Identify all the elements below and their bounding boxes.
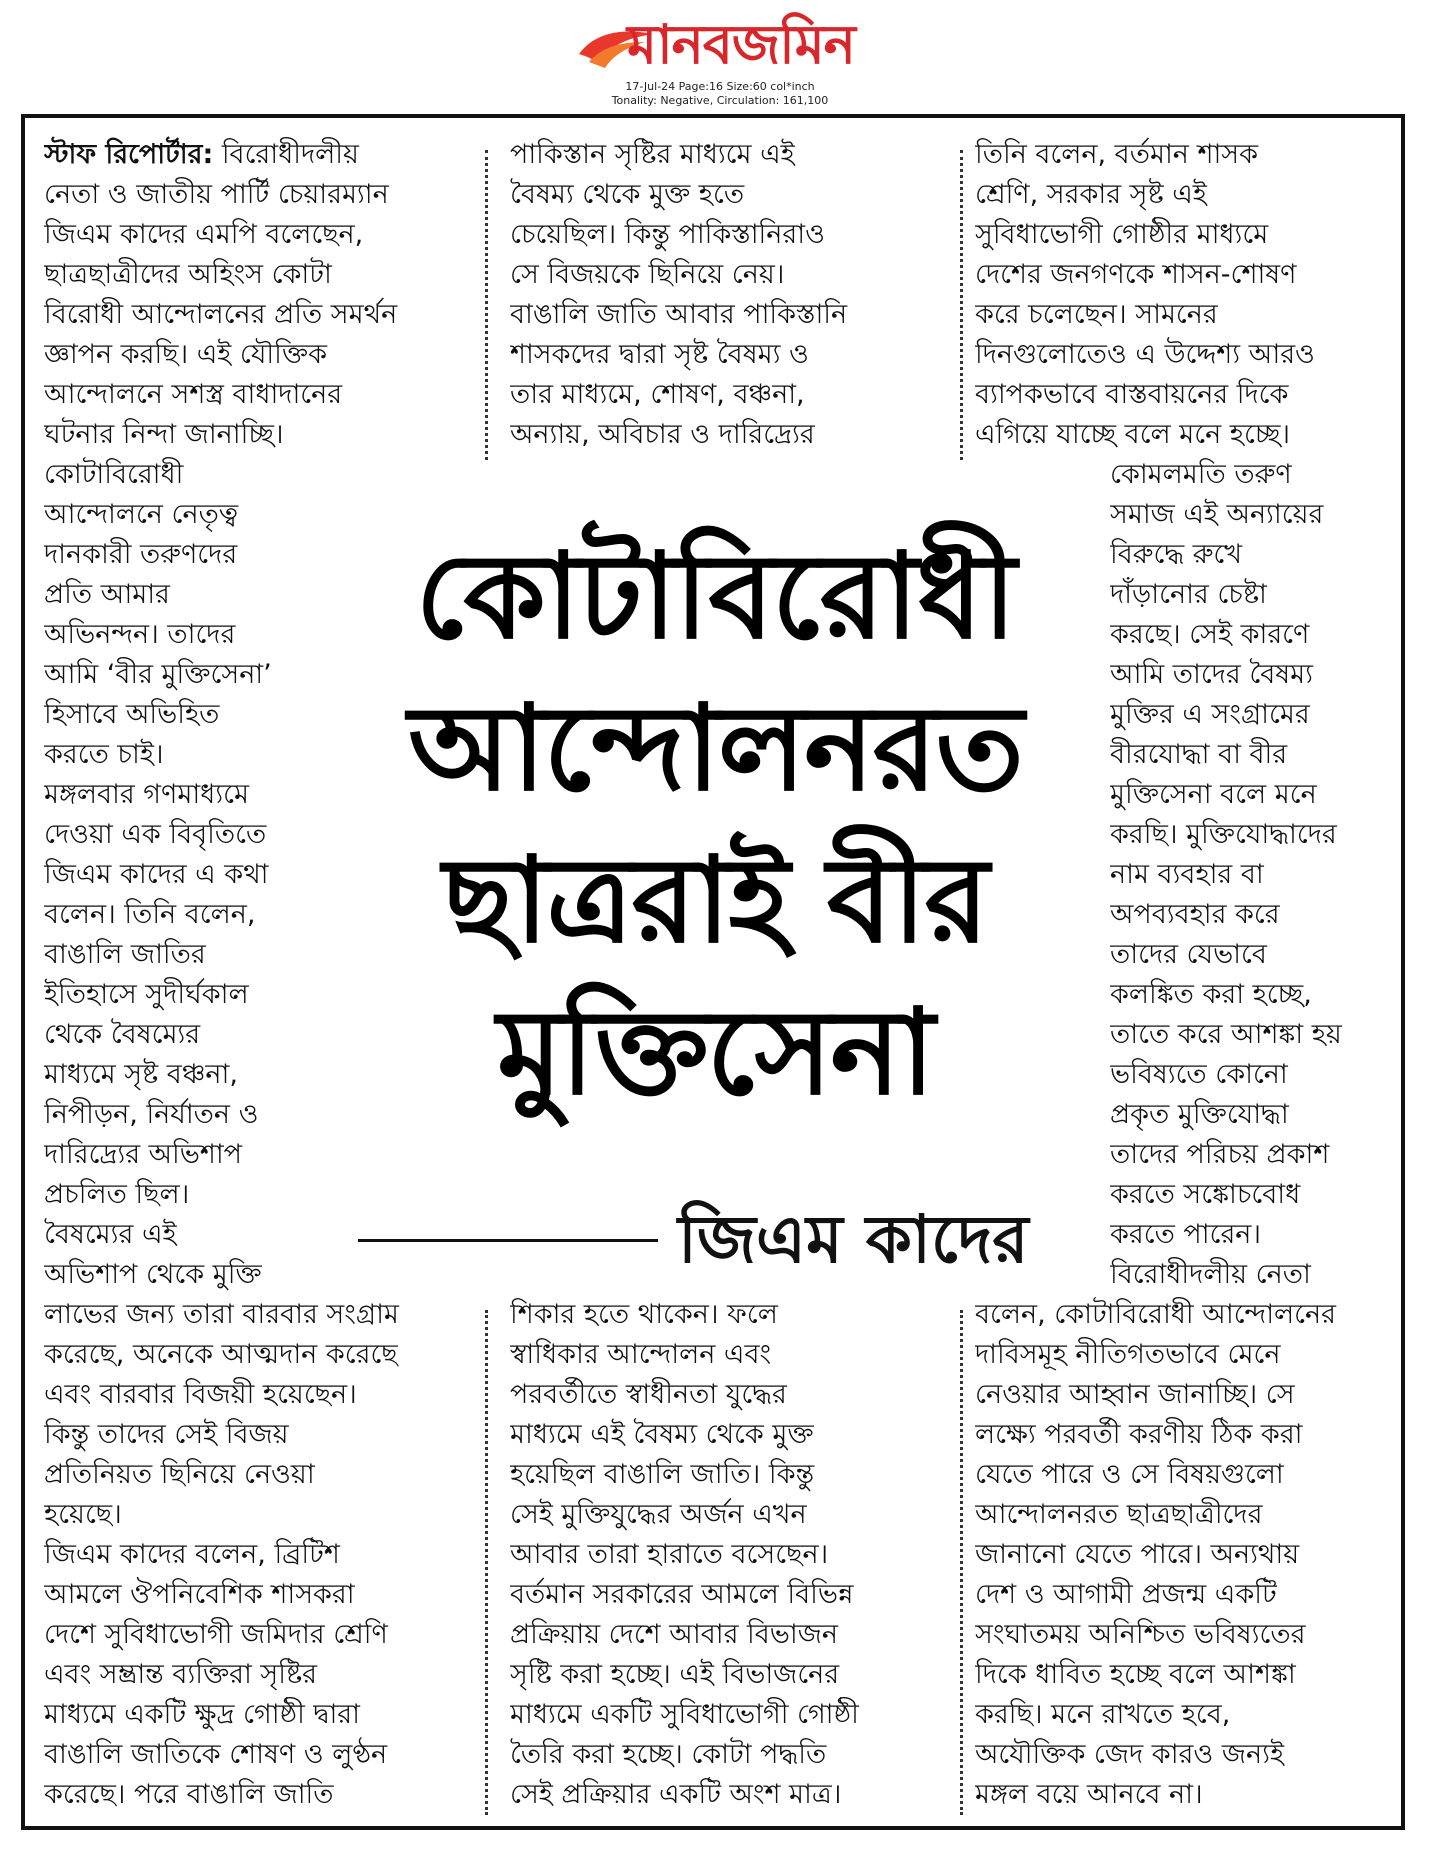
article-line: মঙ্গল বয়ে আনবে না। (975, 1779, 1203, 1810)
column-top-right (975, 135, 1395, 455)
article-line: মুক্তির এ সংগ্রামের (1110, 699, 1310, 730)
article-line: ভবিষ্যতে কোনো (1110, 1059, 1288, 1090)
article-line: ছাত্রছাত্রীদের অহিংস কোটা (44, 259, 332, 290)
article-line: আমি তাদের বৈষম্য (1110, 659, 1314, 690)
headline-line: কোটাবিরোধী (415, 527, 1015, 665)
article-line: মাধ্যমে একটি ক্ষুদ্র গোষ্ঠী দ্বারা (44, 1699, 360, 1730)
article-line: দেওয়া এক বিবৃতিতে (44, 819, 267, 850)
article-line: দাবিসমূহ নীতিগতভাবে মেনে (975, 1339, 1281, 1370)
clipping-meta (560, 80, 880, 108)
article-line: অন্যায়, অবিচার ও দারিদ্র্যের (510, 419, 815, 450)
article-line: আন্দোলনে নেতৃত্ব (44, 499, 239, 530)
byline-block (358, 1195, 1078, 1285)
article-line: ইতিহাসে সুদীর্ঘকাল (44, 979, 249, 1010)
article-line: বীরযোদ্ধা বা বীর (1110, 739, 1288, 770)
article-line: এবং বারবার বিজয়ী হয়েছেন। (44, 1379, 357, 1410)
article-line: তাদের যেভাবে (1110, 939, 1267, 970)
article-line: কিন্তু তাদের সেই বিজয় (44, 1419, 289, 1450)
article-line: বিরুদ্ধে রুখে (1110, 539, 1242, 570)
headline-line: মুক্তিসেনা (497, 983, 933, 1121)
column-bottom-left (44, 1295, 474, 1815)
article-line: তৈরি করা হচ্ছে। কোটা পদ্ধতি (510, 1739, 827, 1770)
article-line: পরবর্তীতে স্বাধীনতা যুদ্ধের (510, 1379, 787, 1410)
article-line: বাঙালি জাতির (44, 939, 206, 970)
article-line: বলেন। তিনি বলেন, (44, 899, 256, 930)
article-line: তাতে করে আশঙ্কা হয় (1110, 1019, 1342, 1050)
article-line: দেশ ও আগামী প্রজন্ম একটি (975, 1579, 1277, 1610)
article-line: অযৌক্তিক জেদ কারও জন্যই (975, 1739, 1284, 1770)
article-line: জানানো যেতে পারে। অন্যথায় (975, 1539, 1300, 1570)
article-line: হিসাবে অভিহিত (44, 699, 220, 730)
article-line: পাকিস্তান সৃষ্টির মাধ্যমে এই (510, 139, 795, 170)
article-line: প্রচলিত ছিল। (44, 1179, 190, 1210)
article-line: জ্ঞাপন করছি। এই যৌক্তিক (44, 339, 328, 370)
headline-line: আন্দোলনরত (408, 679, 1022, 817)
article-line: হয়েছিল বাঙালি জাতি। কিন্তু (510, 1459, 815, 1490)
article-line: প্রকৃত মুক্তিযোদ্ধা (1110, 1099, 1289, 1130)
article-line: জিএম কাদের বলেন, ব্রিটিশ (44, 1539, 340, 1570)
article-line: কলঙ্কিত করা হচ্ছে, (1110, 979, 1312, 1010)
article-line: যেতে পারে ও সে বিষয়গুলো (975, 1459, 1284, 1490)
article-line: থেকে বৈষম্যের (44, 1019, 201, 1050)
article-line: বাঙালি জাতিকে শোষণ ও লুণ্ঠন (44, 1739, 388, 1770)
article-line: শাসকদের দ্বারা সৃষ্ট বৈষম্য ও (510, 339, 809, 370)
article-line: আবার তারা হারাতে বসেছেন। (510, 1539, 829, 1570)
article-line: নেওয়ার আহ্বান জানাচ্ছি। সে (975, 1379, 1295, 1410)
article-line: জিএম কাদের এমপি বলেছেন, (44, 219, 364, 250)
article-line: আমলে ঔপনিবেশিক শাসকরা (44, 1579, 355, 1610)
article-line: দেশে সুবিধাভোগী জমিদার শ্রেণি (44, 1619, 388, 1650)
article-line: দেশের জনগণকে শাসন-শোষণ (975, 259, 1297, 290)
byline: জিএম কাদের (678, 1201, 1029, 1278)
byline-rule (358, 1239, 658, 1242)
article-line: আন্দোলনরত ছাত্রছাত্রীদের (975, 1499, 1263, 1530)
article-line: অপব্যবহার করে (1110, 899, 1280, 930)
article-line: ঘটনার নিন্দা জানাচ্ছি। (44, 419, 284, 450)
article-line: বলেন, কোটাবিরোধী আন্দোলনের (975, 1299, 1336, 1330)
meta-line-date-page: 17-Jul-24 Page:16 Size:60 col*inch (625, 80, 815, 93)
article-line: করে চলেছেন। সামনের (975, 299, 1218, 330)
article-line: বৈষম্যের এই (44, 1219, 177, 1250)
article-line: চেয়েছিল। কিন্তু পাকিস্তানিরাও (510, 219, 825, 250)
headline (340, 520, 1090, 1128)
article-line: সমাজ এই অন্যায়ের (1110, 499, 1324, 530)
article-line: মঙ্গলবার গণমাধ্যমে (44, 779, 249, 810)
article-line: অভিনন্দন। তাদের (44, 619, 236, 650)
article-line: অভিশাপ থেকে মুক্তি (44, 1259, 262, 1290)
meta-line-tonality: Tonality: Negative, Circulation: 161,100 (611, 94, 829, 107)
article-line: মাধ্যমে সৃষ্ট বঞ্চনা, (44, 1059, 238, 1090)
article-line: কোটাবিরোধী (44, 459, 184, 490)
article-line: সংঘাতময় অনিশ্চিত ভবিষ্যতের (975, 1619, 1306, 1650)
article-line: হয়েছে। (44, 1499, 122, 1530)
article-line: শ্রেণি, সরকার সৃষ্ট এই (975, 179, 1207, 210)
article-line: কোমলমতি তরুণ (1110, 459, 1292, 490)
headline-line: ছাত্ররাই বীর (442, 831, 988, 969)
article-line: ব্যাপকভাবে বাস্তবায়নের দিকে (975, 379, 1289, 410)
article-line: করছি। মনে রাখতে হবে, (975, 1699, 1231, 1730)
article-line: দিকে ধাবিত হচ্ছে বলে আশঙ্কা (975, 1659, 1296, 1690)
article-line: তিনি বলেন, বর্তমান শাসক (975, 139, 1259, 170)
article-line: মুক্তিসেনা বলে মনে (1110, 779, 1317, 810)
article-line: শিকার হতে থাকেন। ফলে (510, 1299, 778, 1330)
article-line: দারিদ্র্যের অভিশাপ (44, 1139, 243, 1170)
article-line: সে বিজয়কে ছিনিয়ে নেয়। (510, 259, 785, 290)
article-line: নিপীড়ন, নির্যাতন ও (44, 1099, 259, 1130)
article-line: দাঁড়ানোর চেষ্টা (1110, 579, 1267, 610)
article-line: প্রক্রিয়ায় দেশে আবার বিভাজন (510, 1619, 838, 1650)
column-divider (960, 1310, 963, 1815)
article-line: সেই প্রক্রিয়ার একটি অংশ মাত্র। (510, 1779, 842, 1810)
article-line: বাঙালি জাতি আবার পাকিস্তানি (510, 299, 848, 330)
column-top-left (44, 135, 464, 455)
article-line: করতে সঙ্কোচবোধ (1110, 1179, 1301, 1210)
article-line: করছি। মুক্তিযোদ্ধাদের (1110, 819, 1337, 850)
article-line: করতে চাই। (44, 739, 164, 770)
masthead (0, 0, 1429, 112)
column-divider (485, 150, 488, 460)
column-bottom-right (975, 1295, 1395, 1815)
article-line: করতে পারেন। (1110, 1219, 1262, 1250)
column-divider (485, 1310, 488, 1815)
article-line: জিএম কাদের এ কথা (44, 859, 269, 890)
column-side-right (1110, 455, 1400, 1295)
column-divider (960, 150, 963, 460)
logo-text: মানবজমিন (627, 12, 855, 76)
article-line: সৃষ্টি করা হচ্ছে। এই বিভাজনের (510, 1659, 840, 1690)
newspaper-logo (575, 10, 865, 78)
column-top-middle (510, 135, 930, 455)
article-line: করছে। সেই কারণে (1110, 619, 1310, 650)
article-line: করেছে, অনেকে আত্মদান করেছে (44, 1339, 398, 1370)
article-line: বর্তমান সরকারের আমলে বিভিন্ন (510, 1579, 854, 1610)
column-bottom-middle (510, 1295, 940, 1815)
article-line: নাম ব্যবহার বা (1110, 859, 1264, 890)
article-line: নেতা ও জাতীয় পার্টি চেয়ারম্যান (44, 179, 389, 210)
article-line: প্রতিনিয়ত ছিনিয়ে নেওয়া (44, 1459, 315, 1490)
article-line (44, 135, 464, 175)
article-line: মাধ্যমে এই বৈষম্য থেকে মুক্ত (510, 1419, 814, 1450)
article-line: বিরোধীদলীয় নেতা (1110, 1259, 1311, 1290)
article-line: স্বাধিকার আন্দোলন এবং (510, 1339, 772, 1370)
article-line: মাধ্যমে একটি সুবিধাভোগী গোষ্ঠী (510, 1699, 859, 1730)
article-line: লাভের জন্য তারা বারবার সংগ্রাম (44, 1299, 399, 1330)
reporter-label: স্টাফ রিপোর্টার: (44, 139, 214, 170)
article-line: তাদের পরিচয় প্রকাশ (1110, 1139, 1330, 1170)
article-line: দানকারী তরুণদের (44, 539, 238, 570)
article-line: করেছে। পরে বাঙালি জাতি (44, 1779, 334, 1810)
article-line: বৈষম্য থেকে মুক্ত হতে (510, 179, 745, 210)
column-side-left (44, 455, 344, 1295)
article-line: দিনগুলোতেও এ উদ্দেশ্য আরও (975, 339, 1315, 370)
article-line-text: বিরোধীদলীয় (213, 139, 359, 170)
article-line: প্রতি আমার (44, 579, 170, 610)
article-line: সুবিধাভোগী গোষ্ঠীর মাধ্যমে (975, 219, 1269, 250)
article-line: এবং সম্ভ্রান্ত ব্যক্তিরা সৃষ্টির (44, 1659, 318, 1690)
article-line: তার মাধ্যমে, শোষণ, বঞ্চনা, (510, 379, 805, 410)
article-line: আন্দোলনে সশস্ত্র বাধাদানের (44, 379, 343, 410)
article-line: আমি ‘বীর মুক্তিসেনা’ (44, 659, 272, 690)
article-line: লক্ষ্যে পরবর্তী করণীয় ঠিক করা (975, 1419, 1303, 1450)
article-line: এগিয়ে যাচ্ছে বলে মনে হচ্ছে। (975, 419, 1291, 450)
article-line: সেই মুক্তিযুদ্ধের অর্জন এখন (510, 1499, 807, 1530)
article-line: বিরোধী আন্দোলনের প্রতি সমর্থন (44, 299, 398, 330)
